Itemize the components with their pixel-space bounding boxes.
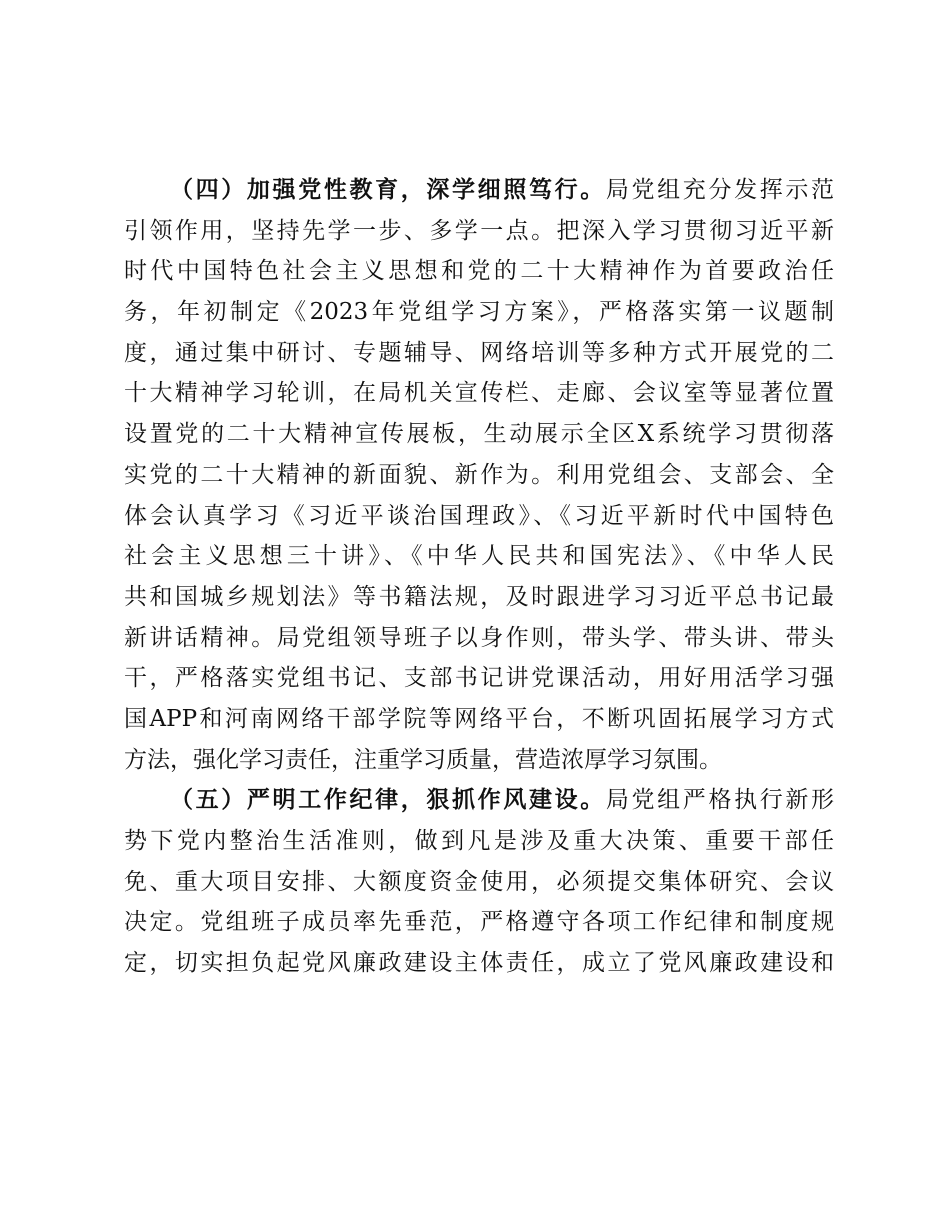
paragraph-5-heading: （五）严明工作纪律，狠抓作风建设。 bbox=[170, 786, 606, 814]
paragraph-5-first-line-text: 局党组严格执行新形 bbox=[605, 787, 834, 814]
paragraph-4-line: 干，严格落实党组书记、支部书记讲党课活动，用好用活学习强 bbox=[124, 665, 834, 692]
paragraph-4-line: 引领作用，坚持先学一步、多学一点。把深入学习贯彻习近平新 bbox=[124, 217, 834, 244]
paragraph-4-line: 时代中国特色社会主义思想和党的二十大精神作为首要政治任 bbox=[124, 258, 834, 285]
paragraph-4-line: 设置党的二十大精神宣传展板，生动展示全区X系统学习贯彻落 bbox=[124, 421, 834, 448]
paragraph-4-line: 共和国城乡规划法》等书籍法规，及时跟进学习习近平总书记最 bbox=[124, 583, 834, 610]
paragraph-5-line: 免、重大项目安排、大额度资金使用，必须提交集体研究、会议 bbox=[124, 868, 834, 895]
paragraph-4-line: 度，通过集中研讨、专题辅导、网络培训等多种方式开展党的二 bbox=[124, 339, 834, 366]
paragraph-5-line: 定，切实担负起党风廉政建设主体责任，成立了党风廉政建设和 bbox=[124, 950, 834, 977]
paragraph-4-line: 务，年初制定《2023年党组学习方案》，严格落实第一议题制 bbox=[124, 299, 834, 326]
paragraph-4-line: 实党的二十大精神的新面貌、新作为。利用党组会、支部会、全 bbox=[124, 461, 834, 488]
paragraph-4-line: 体会认真学习《习近平谈治国理政》、《习近平新时代中国特色 bbox=[124, 502, 834, 529]
paragraph-4-line: 社会主义思想三十讲》、《中华人民共和国宪法》、《中华人民 bbox=[124, 543, 834, 570]
paragraph-5-line: 决定。党组班子成员率先垂范，严格遵守各项工作纪律和制度规 bbox=[124, 909, 834, 936]
paragraph-4-heading: （四）加强党性教育，深学细照笃行。 bbox=[170, 176, 606, 203]
paragraph-4-line: 十大精神学习轮训，在局机关宣传栏、走廊、会议室等显著位置 bbox=[124, 380, 834, 407]
paragraph-4-line: 方法，强化学习责任，注重学习质量，营造浓厚学习氛围。 bbox=[124, 746, 722, 773]
paragraph-4-line: 新讲话精神。局党组领导班子以身作则，带头学、带头讲、带头 bbox=[124, 624, 834, 651]
paragraph-4-line-1 bbox=[124, 170, 834, 211]
paragraph-4-first-line-text: 局党组充分发挥示范 bbox=[605, 177, 834, 203]
paragraph-5-line: 势下党内整治生活准则，做到凡是涉及重大决策、重要干部任 bbox=[124, 828, 834, 854]
paragraph-4-line: 国APP和河南网络干部学院等网络平台，不断巩固拓展学习方式 bbox=[124, 705, 834, 732]
document-body bbox=[124, 170, 834, 984]
paragraph-5-line-1 bbox=[124, 780, 834, 821]
